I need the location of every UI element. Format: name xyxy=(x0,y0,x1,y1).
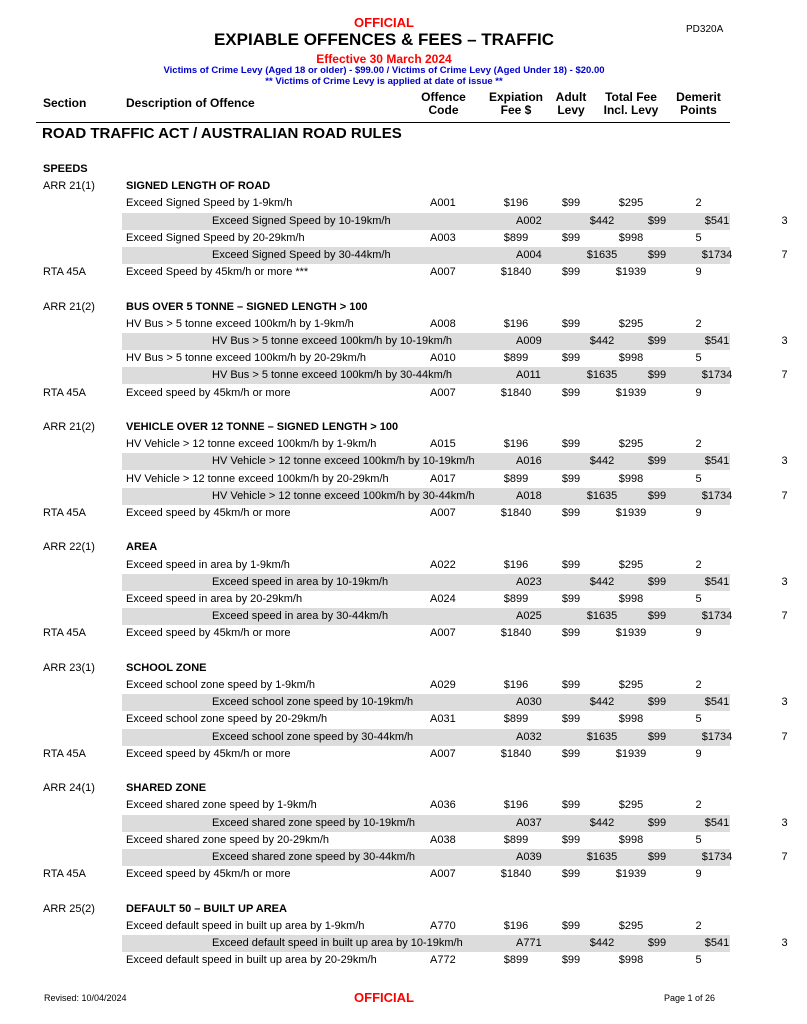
section-ref: RTA 45A xyxy=(43,747,87,760)
offence-description: Exceed school zone speed by 10-19km/h xyxy=(212,696,414,709)
demerit-points: 7 xyxy=(781,369,788,382)
offence-description: Exceed speed in area by 30-44km/h xyxy=(212,610,389,623)
total-fee: $1939 xyxy=(615,386,647,399)
table-row xyxy=(122,815,788,832)
demerit-points: 2 xyxy=(695,197,702,210)
expiation-fee: $442 xyxy=(589,816,615,829)
table-row xyxy=(122,935,788,952)
subsection-row xyxy=(36,299,730,316)
total-fee: $1939 xyxy=(615,507,647,519)
demerit-points: 5 xyxy=(695,954,702,967)
total-fee: $1939 xyxy=(615,266,647,279)
demerit-points: 5 xyxy=(695,713,702,726)
offence-description: Exceed speed by 45km/h or more xyxy=(126,747,291,760)
offence-code: A010 xyxy=(430,352,456,365)
adult-levy: $99 xyxy=(647,696,667,709)
col-expiation-fee: Expiation Fee $ xyxy=(488,90,543,117)
total-fee: $541 xyxy=(704,455,730,468)
adult-levy: $99 xyxy=(561,386,581,399)
offence-code: A030 xyxy=(516,696,542,709)
offence-description: Exceed shared zone speed by 20-29km/h xyxy=(126,833,330,846)
col-adult-levy: Adult Levy xyxy=(555,90,587,117)
adult-levy: $99 xyxy=(561,197,581,210)
offence-description: Exceed speed in area by 20-29km/h xyxy=(126,593,303,605)
expiation-fee: $899 xyxy=(503,352,529,365)
column-header-row xyxy=(36,90,730,123)
adult-levy: $99 xyxy=(561,317,581,330)
demerit-points: 9 xyxy=(695,747,702,760)
adult-levy: $99 xyxy=(647,369,667,382)
adult-levy: $99 xyxy=(561,438,581,451)
offence-code: A770 xyxy=(430,919,456,932)
adult-levy: $99 xyxy=(561,919,581,932)
offence-description: HV Vehicle > 12 tonne exceed 100km/h by 1-9km/h xyxy=(126,438,377,451)
offence-code: A039 xyxy=(516,851,542,863)
table-row xyxy=(122,453,788,470)
expiation-fee: $442 xyxy=(589,696,615,709)
demerit-points: 5 xyxy=(695,352,702,365)
col-total-fee: Total Fee Incl. Levy xyxy=(603,90,659,117)
offence-description: Exceed default speed in built up area by 20-29km/h xyxy=(126,954,377,967)
section-ref: RTA 45A xyxy=(43,868,87,881)
section-ref: ARR 21(2) xyxy=(43,300,95,313)
table-row xyxy=(36,625,730,642)
col-section: Section xyxy=(43,96,87,110)
demerit-points: 9 xyxy=(695,386,702,399)
demerit-points: 2 xyxy=(695,919,702,932)
expiation-fee: $442 xyxy=(589,335,615,347)
adult-levy: $99 xyxy=(647,455,667,468)
offence-code: A017 xyxy=(430,472,456,485)
offence-description: Exceed default speed in built up area by 1-9km/h xyxy=(126,919,365,932)
adult-levy: $99 xyxy=(561,747,581,760)
offence-description: Exceed default speed in built up area by 10-19km/h xyxy=(212,937,463,949)
total-fee: $541 xyxy=(704,937,730,949)
table-row xyxy=(122,367,788,384)
offence-description: HV Bus > 5 tonne exceed 100km/h by 1-9km/h xyxy=(126,317,354,330)
offence-code: A011 xyxy=(516,369,541,382)
offence-description: Exceed school zone speed by 1-9km/h xyxy=(126,679,315,691)
expiation-fee: $1635 xyxy=(586,730,618,743)
subsection-title: VEHICLE OVER 12 TONNE – SIGNED LENGTH > 100 xyxy=(126,421,399,433)
offence-code: A007 xyxy=(430,507,456,519)
demerit-points: 7 xyxy=(781,851,788,863)
offence-code: A772 xyxy=(430,954,456,967)
total-fee: $295 xyxy=(618,438,644,451)
table-row xyxy=(36,677,730,694)
expiation-fee: $899 xyxy=(503,833,529,846)
col-description: Description of Offence xyxy=(126,96,255,110)
expiation-fee: $196 xyxy=(503,197,529,210)
expiation-fee: $196 xyxy=(503,799,529,812)
offence-code: A031 xyxy=(430,713,456,726)
expiation-fee: $1635 xyxy=(586,369,618,382)
table-row xyxy=(122,213,788,230)
adult-levy: $99 xyxy=(561,266,581,279)
total-fee: $541 xyxy=(704,816,730,829)
section-ref: RTA 45A xyxy=(43,266,87,279)
demerit-points: 7 xyxy=(781,249,788,261)
adult-levy: $99 xyxy=(561,627,581,640)
table-row xyxy=(122,849,788,866)
expiation-fee: $196 xyxy=(503,438,529,451)
total-fee: $541 xyxy=(704,214,730,227)
total-fee: $1939 xyxy=(615,747,647,760)
total-fee: $1734 xyxy=(701,249,733,261)
total-fee: $295 xyxy=(618,679,644,691)
offence-description: Exceed shared zone speed by 10-19km/h xyxy=(212,816,416,829)
total-fee: $998 xyxy=(618,593,644,605)
expiation-fee: $1840 xyxy=(500,386,532,399)
offence-code: A022 xyxy=(430,558,456,571)
section-ref: RTA 45A xyxy=(43,507,87,519)
offence-description: Exceed school zone speed by 20-29km/h xyxy=(126,713,328,726)
expiation-fee: $196 xyxy=(503,679,529,691)
offence-description: HV Bus > 5 tonne exceed 100km/h by 30-44km/h xyxy=(212,369,453,382)
table-row xyxy=(122,729,788,746)
expiation-fee: $1635 xyxy=(586,851,618,863)
adult-levy: $99 xyxy=(647,816,667,829)
col-demerit-points: Demerit Points xyxy=(676,90,721,117)
offence-code: A007 xyxy=(430,386,456,399)
subsection-title: SCHOOL ZONE xyxy=(126,661,207,674)
table-row xyxy=(122,488,788,505)
expiation-fee: $1840 xyxy=(500,747,532,760)
offence-code: A007 xyxy=(430,627,456,640)
adult-levy: $99 xyxy=(561,679,581,691)
total-fee: $998 xyxy=(618,954,644,967)
offence-description: Exceed speed in area by 1-9km/h xyxy=(126,558,290,571)
demerit-points: 2 xyxy=(695,679,702,691)
offence-description: Exceed Speed by 45km/h or more *** xyxy=(126,266,309,279)
demerit-points: 7 xyxy=(781,489,788,502)
section-ref: ARR 24(1) xyxy=(43,782,95,795)
expiation-fee: $899 xyxy=(503,231,529,244)
table-row xyxy=(36,746,730,763)
demerit-points: 5 xyxy=(695,833,702,846)
demerit-points: 7 xyxy=(781,730,788,743)
adult-levy: $99 xyxy=(561,713,581,726)
section-ref: RTA 45A xyxy=(43,627,87,640)
expiation-fee: $196 xyxy=(503,558,529,571)
adult-levy: $99 xyxy=(647,335,667,347)
offence-description: HV Bus > 5 tonne exceed 100km/h by 10-19km/h xyxy=(212,335,453,347)
offence-code: A038 xyxy=(430,833,456,846)
demerit-points: 5 xyxy=(695,472,702,485)
demerit-points: 9 xyxy=(695,627,702,640)
table-row xyxy=(36,264,730,281)
offence-description: HV Vehicle > 12 tonne exceed 100km/h by 30-44km/h xyxy=(212,489,475,502)
page-number: Page 1 of 26 xyxy=(664,993,716,1003)
table-row xyxy=(36,832,730,849)
table-row xyxy=(122,694,788,711)
demerit-points: 3 xyxy=(781,696,788,709)
table-row xyxy=(122,333,788,350)
offence-description: Exceed Signed Speed by 30-44km/h xyxy=(212,249,391,261)
table-row xyxy=(36,866,730,883)
expiation-fee: $899 xyxy=(503,472,529,485)
table-row xyxy=(36,952,730,969)
offence-code: A007 xyxy=(430,266,456,279)
table-row xyxy=(36,195,730,212)
demerit-points: 5 xyxy=(695,231,702,244)
expiation-fee: $442 xyxy=(589,214,615,227)
subsection-row xyxy=(36,780,730,797)
demerit-points: 3 xyxy=(781,455,788,468)
expiation-fee: $1840 xyxy=(500,266,532,279)
offence-code: A001 xyxy=(430,197,456,210)
table-row xyxy=(36,230,730,247)
official-marking-bottom: OFFICIAL xyxy=(354,990,414,1005)
adult-levy: $99 xyxy=(647,851,667,863)
demerit-points: 2 xyxy=(695,438,702,451)
expiation-fee: $196 xyxy=(503,919,529,932)
table-row xyxy=(122,247,788,264)
adult-levy: $99 xyxy=(647,489,667,502)
demerit-points: 3 xyxy=(781,335,788,347)
total-fee: $998 xyxy=(618,833,644,846)
subsection-title: BUS OVER 5 TONNE – SIGNED LENGTH > 100 xyxy=(126,300,368,313)
subsection-row xyxy=(36,178,730,195)
subsection-title: AREA xyxy=(126,541,158,554)
demerit-points: 2 xyxy=(695,799,702,812)
adult-levy: $99 xyxy=(561,507,581,519)
adult-levy: $99 xyxy=(647,730,667,743)
section-ref: ARR 23(1) xyxy=(43,661,95,674)
total-fee: $541 xyxy=(704,575,730,588)
expiation-fee: $899 xyxy=(503,593,529,605)
offence-description: HV Vehicle > 12 tonne exceed 100km/h by 20-29km/h xyxy=(126,472,389,485)
offence-description: Exceed shared zone speed by 1-9km/h xyxy=(126,799,317,812)
adult-levy: $99 xyxy=(561,799,581,812)
levy-notice: Victims of Crime Levy (Aged 18 or older) - $99.00 / Victims of Crime Levy (Aged Under 18) - $20.00 xyxy=(163,65,605,76)
offence-description: Exceed Signed Speed by 20-29km/h xyxy=(126,231,305,244)
demerit-points: 5 xyxy=(695,593,702,605)
offence-code: A002 xyxy=(516,214,542,227)
demerit-points: 9 xyxy=(695,507,702,519)
expiation-fee: $899 xyxy=(503,713,529,726)
table-row xyxy=(36,316,730,333)
demerit-points: 9 xyxy=(695,868,702,881)
section-ref: RTA 45A xyxy=(43,386,87,399)
table-row xyxy=(36,797,730,814)
section-ref: ARR 25(2) xyxy=(43,902,95,915)
footer-revised-date: Revised: 10/04/2024 xyxy=(44,993,127,1003)
section-ref: ARR 22(1) xyxy=(43,541,95,554)
levy-note: ** Victims of Crime Levy is applied at date of issue ** xyxy=(265,76,503,87)
offence-code: A007 xyxy=(430,747,456,760)
total-fee: $1939 xyxy=(615,868,647,881)
offence-code: A024 xyxy=(430,593,456,605)
offence-description: HV Bus > 5 tonne exceed 100km/h by 20-29km/h xyxy=(126,352,367,365)
total-fee: $295 xyxy=(618,197,644,210)
expiation-fee: $442 xyxy=(589,575,615,588)
table-row xyxy=(36,471,730,488)
table-row xyxy=(36,436,730,453)
adult-levy: $99 xyxy=(561,954,581,967)
offence-description: Exceed Signed Speed by 1-9km/h xyxy=(126,197,293,210)
offence-code: A004 xyxy=(516,249,542,261)
expiation-fee: $899 xyxy=(503,954,529,967)
total-fee: $541 xyxy=(704,335,730,347)
adult-levy: $99 xyxy=(647,575,667,588)
demerit-points: 3 xyxy=(781,575,788,588)
heading-label: SPEEDS xyxy=(43,163,88,175)
subsection-row xyxy=(36,660,730,677)
subsection-row xyxy=(36,419,730,436)
total-fee: $295 xyxy=(618,919,644,932)
total-fee: $1734 xyxy=(701,730,733,743)
table-row xyxy=(36,350,730,367)
expiation-fee: $442 xyxy=(589,937,615,949)
offence-code: A016 xyxy=(516,455,542,468)
total-fee: $1939 xyxy=(615,627,647,640)
total-fee: $295 xyxy=(618,317,644,330)
document-code: PD320A xyxy=(686,24,724,35)
demerit-points: 3 xyxy=(781,937,788,949)
offence-code: A032 xyxy=(516,730,542,743)
subsection-title: DEFAULT 50 – BUILT UP AREA xyxy=(126,902,287,915)
adult-levy: $99 xyxy=(561,472,581,485)
offence-description: Exceed speed by 45km/h or more xyxy=(126,386,291,399)
offence-description: Exceed speed by 45km/h or more xyxy=(126,507,291,519)
offence-description: Exceed school zone speed by 30-44km/h xyxy=(212,730,414,743)
offence-description: Exceed speed by 45km/h or more xyxy=(126,868,291,881)
offence-description: Exceed speed in area by 10-19km/h xyxy=(212,575,389,588)
adult-levy: $99 xyxy=(647,610,667,623)
total-fee: $295 xyxy=(618,558,644,571)
section-ref: ARR 21(1) xyxy=(43,180,95,193)
offence-code: A023 xyxy=(516,575,542,588)
total-fee: $998 xyxy=(618,472,644,485)
table-row xyxy=(122,574,788,591)
offence-code: A036 xyxy=(430,799,456,812)
subsection-row xyxy=(36,539,730,556)
expiation-fee: $1635 xyxy=(586,610,618,623)
subsection-title: SHARED ZONE xyxy=(126,782,207,795)
total-fee: $998 xyxy=(618,713,644,726)
total-fee: $1734 xyxy=(701,851,733,863)
offence-description: Exceed speed by 45km/h or more xyxy=(126,627,291,640)
table-row xyxy=(36,711,730,728)
table-row xyxy=(36,591,730,608)
adult-levy: $99 xyxy=(561,558,581,571)
expiation-fee: $1840 xyxy=(500,868,532,881)
demerit-points: 7 xyxy=(781,610,788,623)
col-offence-code: Offence Code xyxy=(421,90,466,117)
total-fee: $1734 xyxy=(701,610,733,623)
offence-code: A015 xyxy=(430,438,456,451)
demerit-points: 3 xyxy=(781,816,788,829)
total-fee: $1734 xyxy=(701,369,733,382)
section-heading xyxy=(36,161,730,178)
total-fee: $998 xyxy=(618,352,644,365)
offence-description: Exceed Signed Speed by 10-19km/h xyxy=(212,214,391,227)
expiation-fee: $1635 xyxy=(586,489,618,502)
offence-code: A018 xyxy=(516,489,542,502)
adult-levy: $99 xyxy=(561,231,581,244)
official-marking-top: OFFICIAL xyxy=(354,15,414,30)
adult-levy: $99 xyxy=(647,249,667,261)
demerit-points: 3 xyxy=(781,214,788,227)
demerit-points: 9 xyxy=(695,266,702,279)
offence-code: A009 xyxy=(516,335,542,347)
section-ref: ARR 21(2) xyxy=(43,421,95,433)
adult-levy: $99 xyxy=(647,937,667,949)
act-title: ROAD TRAFFIC ACT / AUSTRALIAN ROAD RULES xyxy=(42,125,402,142)
table-row xyxy=(36,557,730,574)
offence-code: A025 xyxy=(516,610,542,623)
table-row xyxy=(36,505,730,522)
offence-code: A037 xyxy=(516,816,542,829)
expiation-fee: $1635 xyxy=(586,249,618,261)
offence-description: Exceed shared zone speed by 30-44km/h xyxy=(212,851,416,863)
adult-levy: $99 xyxy=(561,352,581,365)
effective-date: Effective 30 March 2024 xyxy=(316,52,452,66)
offence-code: A008 xyxy=(430,317,456,330)
adult-levy: $99 xyxy=(647,214,667,227)
subsection-row xyxy=(36,901,730,918)
expiation-fee: $442 xyxy=(589,455,615,468)
total-fee: $541 xyxy=(704,696,730,709)
table-row xyxy=(36,918,730,935)
table-row xyxy=(122,608,788,625)
expiation-fee: $1840 xyxy=(500,627,532,640)
table-row xyxy=(36,385,730,402)
offence-code: A029 xyxy=(430,679,456,691)
demerit-points: 2 xyxy=(695,558,702,571)
adult-levy: $99 xyxy=(561,593,581,605)
total-fee: $295 xyxy=(618,799,644,812)
demerit-points: 2 xyxy=(695,317,702,330)
total-fee: $1734 xyxy=(701,489,733,502)
total-fee: $998 xyxy=(618,231,644,244)
expiation-fee: $1840 xyxy=(500,507,532,519)
offence-code: A771 xyxy=(516,937,542,949)
page-title: EXPIABLE OFFENCES & FEES – TRAFFIC xyxy=(213,30,555,49)
expiation-fee: $196 xyxy=(503,317,529,330)
adult-levy: $99 xyxy=(561,833,581,846)
adult-levy: $99 xyxy=(561,868,581,881)
offence-code: A007 xyxy=(430,868,456,881)
offence-description: HV Vehicle > 12 tonne exceed 100km/h by 10-19km/h xyxy=(212,455,475,468)
offence-code: A003 xyxy=(430,231,456,244)
subsection-title: SIGNED LENGTH OF ROAD xyxy=(126,180,271,193)
